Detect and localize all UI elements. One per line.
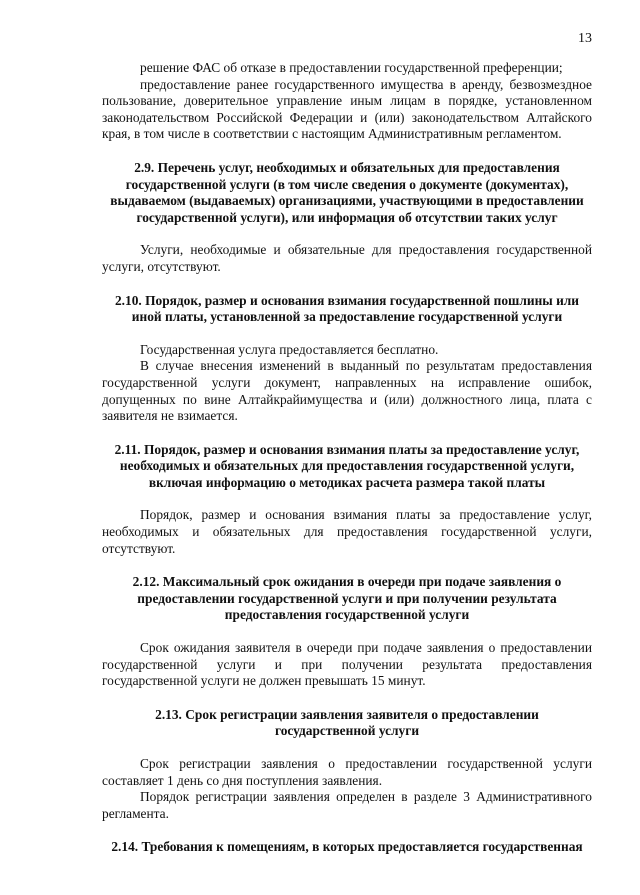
page-number: 13 <box>578 31 592 46</box>
section-heading-2-9: 2.9. Перечень услуг, необходимых и обязательных для предоставления государственной услуги (в том числе сведения о документе (документах), выдаваемом (выдаваемых) организациями, участвующими в предоставлении государственной услуги), или информация об отсутствии таких услуг <box>110 159 584 225</box>
section-heading-2-14: 2.14. Требования к помещениям, в которых предоставляется государственная <box>111 839 583 855</box>
page-content <box>102 60 592 856</box>
intro-paragraph-2: предоставление ранее государственного имущества в аренду, безвозмездное пользование, доверительное управление иным лицам в порядке, установленном законодательством Российской Федерации и (или) законодательством Алтайского края, в том числе в соответствии с настоящим Административным регламентом. <box>102 76 592 142</box>
section-2-11-paragraph-1: Порядок, размер и основания взимания платы за предоставление услуг, необходимых и обязательных для предоставления государственной услуги, отсутствуют. <box>102 507 592 556</box>
section-2-10-paragraph-1: Государственная услуга предоставляется бесплатно. <box>140 341 439 357</box>
section-heading-2-11: 2.11. Порядок, размер и основания взимания платы за предоставление услуг, необходимых и обязательных для предоставления государственной услуги, включая информацию о методиках расчета размера такой платы <box>114 441 580 490</box>
section-heading-2-13: 2.13. Срок регистрации заявления заявителя о предоставлении государственной услуги <box>155 706 539 739</box>
intro-paragraph-1: решение ФАС об отказе в предоставлении государственной преференции; <box>140 60 563 75</box>
section-heading-2-12: 2.12. Максимальный срок ожидания в очереди при подаче заявления о предоставлении государственной услуги и при получении результата предоставления государственной услуги <box>132 574 562 623</box>
section-2-13-paragraph-1: Срок регистрации заявления о предоставлении государственной услуги составляет 1 день со дня поступления заявления. <box>102 756 592 788</box>
section-2-9-paragraph-1: Услуги, необходимые и обязательные для предоставления государственной услуги, отсутствуют. <box>102 242 592 274</box>
section-heading-2-10: 2.10. Порядок, размер и основания взимания государственной пошлины или иной платы, установленной за предоставление государственной услуги <box>114 292 580 325</box>
section-2-13-paragraph-2: Порядок регистрации заявления определен в разделе 3 Административного регламента. <box>102 789 592 821</box>
section-2-12-paragraph-1: Срок ожидания заявителя в очереди при подаче заявления о предоставлении государственной услуги и при получении результата предоставления государственной услуги не должен превышать 15 минут. <box>102 640 592 689</box>
section-2-10-paragraph-2: В случае внесения изменений в выданный по результатам предоставления государственной услуги документ, направленных на исправление ошибок, допущенных по вине Алтайкрайимущества и (или) должностного лица, плата с заявителя не взимается. <box>102 358 592 424</box>
